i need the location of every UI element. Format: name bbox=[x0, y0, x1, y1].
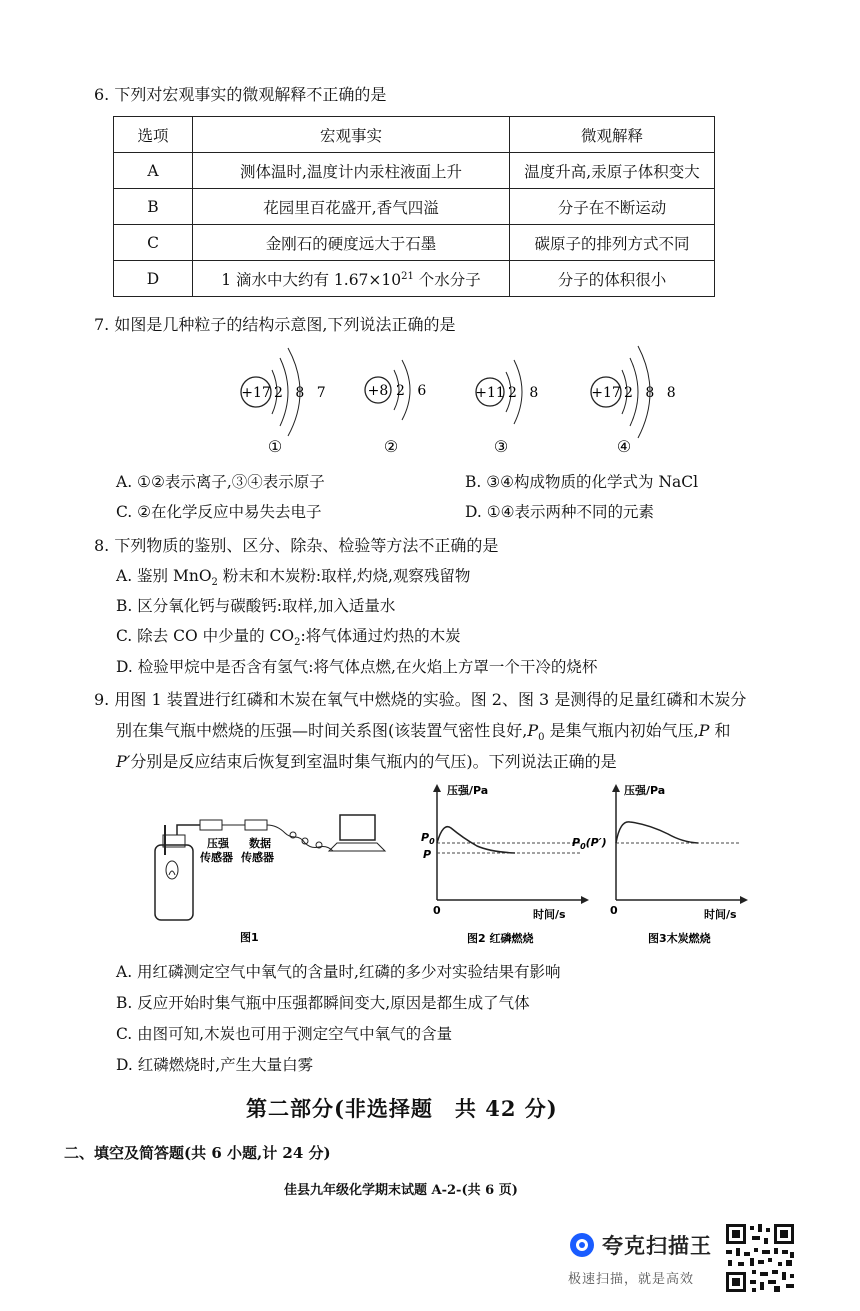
particle-diagrams bbox=[220, 340, 680, 460]
y-axis-label: 压强/Pa bbox=[447, 784, 489, 797]
table-row bbox=[114, 153, 715, 189]
qr-code-icon bbox=[724, 1222, 796, 1294]
symbol: P bbox=[527, 721, 539, 740]
q9-option-a: A. 用红磷测定空气中氧气的含量时,红磷的多少对实验结果有影响 bbox=[116, 963, 561, 981]
q8-option-d: D. 检验甲烷中是否含有氢气:将气体点燃,在火焰上方罩一个干冷的烧杯 bbox=[116, 658, 598, 676]
table-cell: 金刚石的硬度远大于石墨 bbox=[193, 225, 510, 261]
q9-option-d: D. 红磷燃烧时,产生大量白雾 bbox=[116, 1056, 314, 1074]
q8-option-b: B. 区分氧化钙与碳酸钙:取样,加入适量水 bbox=[116, 597, 396, 615]
particle-2 bbox=[365, 360, 430, 456]
nucleus-3: +11 bbox=[475, 385, 505, 401]
p0p-label: $P_0(P')$ bbox=[572, 836, 607, 851]
table-cell: A bbox=[114, 153, 193, 189]
subscript: 2 bbox=[294, 637, 301, 649]
figure-2-chart bbox=[415, 780, 590, 948]
watermark bbox=[570, 1230, 712, 1260]
text: 分别是反应结束后恢复到室温时集气瓶内的气压)。下列说法正确的是 bbox=[130, 752, 617, 771]
table-cell bbox=[193, 261, 510, 297]
text: 和 bbox=[709, 721, 731, 740]
table-cell: 分子的体积很小 bbox=[510, 261, 715, 297]
q7-option-d: D. ①④表示两种不同的元素 bbox=[465, 503, 655, 521]
sensor2-label-b: 传感器 bbox=[241, 851, 274, 864]
nucleus-1: +17 bbox=[241, 385, 271, 401]
table-cell: 测体温时,温度计内汞柱液面上升 bbox=[193, 153, 510, 189]
q7-option-c: C. ②在化学反应中易失去电子 bbox=[116, 503, 322, 521]
pressure-sensor bbox=[200, 820, 222, 830]
q9-line1: 9. 用图 1 装置进行红磷和木炭在氧气中燃烧的实验。图 2、图 3 是测得的足量红磷和木炭分 bbox=[94, 690, 747, 709]
nucleus-2: +8 bbox=[367, 383, 389, 399]
q9-option-c: C. 由图可知,木炭也可用于测定空气中氧气的含量 bbox=[116, 1025, 453, 1043]
option-text: :将气体通过灼热的木炭 bbox=[300, 627, 461, 645]
pressure-curve bbox=[616, 822, 698, 843]
fact-text: 1 滴水中大约有 1.67×10 bbox=[221, 270, 402, 289]
p0-label: $P_0$ bbox=[421, 831, 435, 846]
origin-label: 0 bbox=[433, 904, 441, 917]
shells-1: 2 8 7 bbox=[274, 385, 330, 401]
table-header-row bbox=[114, 117, 715, 153]
fact-text: 个水分子 bbox=[413, 270, 481, 289]
shells-4: 2 8 8 bbox=[624, 385, 680, 401]
label-3: ③ bbox=[493, 437, 509, 456]
x-axis-label: 时间/s bbox=[704, 908, 737, 921]
subscript: 0 bbox=[538, 732, 545, 744]
table-header: 宏观事实 bbox=[193, 117, 510, 153]
text: 是集气瓶内初始气压, bbox=[544, 721, 699, 740]
q8-stem: 8. 下列物质的鉴别、区分、除杂、检验等方法不正确的是 bbox=[94, 536, 499, 555]
laptop-base bbox=[329, 843, 385, 851]
option-text: 粉末和木炭粉:取样,灼烧,观察残留物 bbox=[217, 567, 471, 585]
page-footer: 佳县九年级化学期末试题 A-2-(共 6 页) bbox=[284, 1183, 518, 1198]
particle-1 bbox=[241, 348, 330, 456]
subscript: 2 bbox=[211, 577, 218, 589]
laptop-screen bbox=[340, 815, 375, 840]
figure-1-apparatus bbox=[145, 795, 395, 945]
particle-3 bbox=[475, 360, 542, 456]
y-axis-label: 压强/Pa bbox=[624, 784, 666, 797]
part2-subtitle: 二、填空及简答题(共 6 小题,计 24 分) bbox=[64, 1144, 331, 1162]
brand-slogan: 极速扫描，就是高效 bbox=[568, 1272, 695, 1287]
nucleus-4: +17 bbox=[591, 385, 621, 401]
label-4: ④ bbox=[616, 437, 632, 456]
symbol: P′ bbox=[116, 752, 131, 771]
q8-option-a bbox=[116, 564, 470, 588]
quark-logo-icon bbox=[570, 1233, 594, 1257]
table-cell: 花园里百花盛开,香气四溢 bbox=[193, 189, 510, 225]
table-cell: B bbox=[114, 189, 193, 225]
pressure-curve bbox=[437, 827, 515, 853]
flame bbox=[166, 861, 178, 879]
fig2-caption: 图2 红磷燃烧 bbox=[467, 932, 534, 945]
origin-label: 0 bbox=[610, 904, 618, 917]
sensor1-label-b: 传感器 bbox=[200, 851, 233, 864]
data-sensor bbox=[245, 820, 267, 830]
q8-option-c bbox=[116, 624, 461, 648]
q7-option-a: A. ①②表示离子,③④表示原子 bbox=[116, 473, 325, 491]
table-cell: C bbox=[114, 225, 193, 261]
symbol: P bbox=[698, 721, 710, 740]
text: 别在集气瓶中燃烧的压强—时间关系图(该装置气密性良好, bbox=[116, 721, 528, 740]
figure-3-chart bbox=[568, 780, 748, 948]
exponent: 21 bbox=[401, 270, 414, 282]
tube bbox=[177, 825, 200, 835]
label-2: ② bbox=[383, 437, 399, 456]
shells-2: 2 6 bbox=[396, 383, 431, 399]
table-row bbox=[114, 261, 715, 297]
q6-table bbox=[113, 116, 715, 297]
table-cell: D bbox=[114, 261, 193, 297]
fig3-caption: 图3木炭燃烧 bbox=[648, 932, 711, 945]
p-label: P bbox=[423, 848, 432, 861]
gas-bottle bbox=[155, 845, 193, 920]
label-1: ① bbox=[267, 437, 283, 456]
q9-option-b: B. 反应开始时集气瓶中压强都瞬间变大,原因是都生成了气体 bbox=[116, 994, 530, 1012]
fig1-caption: 图1 bbox=[240, 931, 259, 944]
option-text: A. 鉴别 MnO bbox=[116, 567, 212, 585]
q6-stem: 6. 下列对宏观事实的微观解释不正确的是 bbox=[94, 85, 387, 104]
table-header: 微观解释 bbox=[510, 117, 715, 153]
q7-stem: 7. 如图是几种粒子的结构示意图,下列说法正确的是 bbox=[94, 315, 456, 334]
table-row bbox=[114, 189, 715, 225]
q7-option-b: B. ③④构成物质的化学式为 NaCl bbox=[465, 473, 699, 491]
table-cell: 温度升高,汞原子体积变大 bbox=[510, 153, 715, 189]
part2-title: 第二部分(非选择题 共 42 分) bbox=[246, 1096, 558, 1121]
brand-name: 夸克扫描王 bbox=[602, 1234, 712, 1258]
particle-4 bbox=[591, 346, 680, 456]
x-axis-label: 时间/s bbox=[533, 908, 566, 921]
table-row bbox=[114, 225, 715, 261]
table-cell: 碳原子的排列方式不同 bbox=[510, 225, 715, 261]
q9-line2 bbox=[116, 718, 731, 743]
cable bbox=[267, 825, 333, 851]
sensor1-label-a: 压强 bbox=[207, 837, 229, 850]
table-header: 选项 bbox=[114, 117, 193, 153]
shells-3: 2 8 bbox=[508, 385, 543, 401]
sensor2-label-a: 数据 bbox=[249, 837, 271, 850]
option-text: C. 除去 CO 中少量的 CO bbox=[116, 627, 295, 645]
table-cell: 分子在不断运动 bbox=[510, 189, 715, 225]
q9-line3 bbox=[116, 749, 617, 772]
